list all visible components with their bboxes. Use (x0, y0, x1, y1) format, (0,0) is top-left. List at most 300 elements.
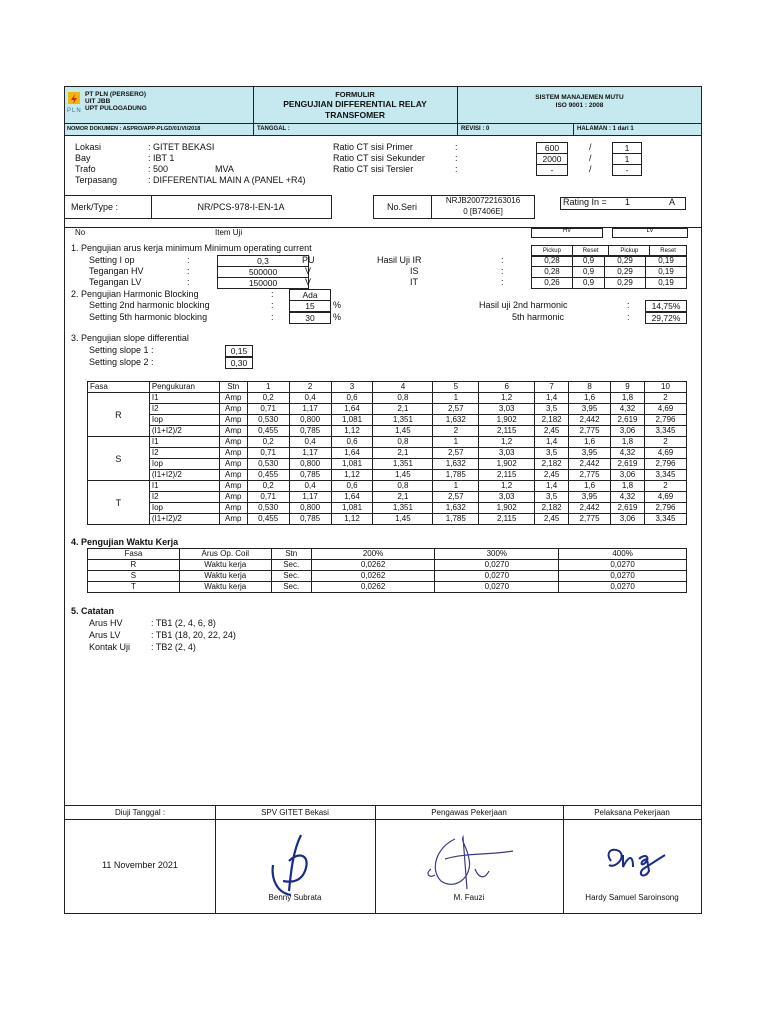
ct-ratio-tertiary-a: - (536, 164, 568, 176)
table-cell: Waktu kerja (179, 571, 271, 582)
ir-results-table (531, 255, 687, 289)
table-cell: 1,632 (433, 415, 479, 426)
lv-voltage-unit: V (305, 277, 312, 287)
result-it-label: IT (410, 277, 418, 287)
note-lv-current-label: Arus LV (89, 630, 121, 640)
table-cell: 1,4 (535, 481, 569, 492)
table-cell: 1,351 (373, 503, 433, 514)
merk-type-label: Merk/Type : (71, 202, 119, 212)
iso-standard: ISO 9001 : 2008 (555, 102, 604, 109)
table-cell: 3,03 (479, 448, 535, 459)
result-2nd-harmonic-value: 14,75% (645, 300, 687, 312)
column-header: 5 (433, 382, 479, 393)
ct-ratio-tertiary-b: - (612, 164, 642, 176)
table-cell: (I1+I2)/2 (149, 470, 219, 481)
table-cell: Sec. (271, 571, 311, 582)
slope-2-label: Setting slope 2 : (89, 357, 154, 367)
trafo-label: Trafo (75, 164, 96, 174)
table-cell: 0,71 (247, 404, 289, 415)
table-cell: Amp (219, 514, 247, 525)
table-cell: 4,32 (611, 492, 645, 503)
ct-ratio-colon: : (455, 164, 458, 174)
table-cell: 0,6 (331, 437, 373, 448)
table-cell: 4,32 (611, 404, 645, 415)
table-cell: I1 (149, 481, 219, 492)
table-cell: 1,351 (373, 415, 433, 426)
table-cell: 0,2 (247, 437, 289, 448)
serial-value: NRJB200722163016 (445, 196, 521, 205)
table-row (88, 470, 687, 481)
table-cell: 3,5 (535, 404, 569, 415)
spv-name: Benny Subrata (268, 893, 322, 902)
table-cell: 2,1 (373, 492, 433, 503)
table-cell: 1,8 (611, 393, 645, 404)
table-cell: 1,2 (479, 481, 535, 492)
location-label: Lokasi (75, 142, 102, 152)
table-cell: 0,19 (646, 278, 687, 289)
setting-iop-label: Setting I op (89, 255, 135, 265)
column-header: 8 (569, 382, 611, 393)
column-header: 4 (373, 382, 433, 393)
table-cell: 1,45 (373, 470, 433, 481)
section-4-title: 4. Pengujian Waktu Kerja (71, 537, 179, 547)
col-pickup-lv: Pickup (609, 246, 650, 257)
colon: : (187, 277, 190, 287)
table-row (88, 437, 687, 448)
executor-header: Pelaksana Pekerjaan (594, 808, 670, 817)
table-cell: 2,115 (479, 514, 535, 525)
rating-value: 1 (625, 197, 631, 207)
table-cell: Amp (219, 404, 247, 415)
table-cell: 0,0262 (311, 560, 435, 571)
table-cell: 1,785 (433, 514, 479, 525)
ct-ratio-colon: : (455, 153, 458, 163)
revision-number: REVISI : 0 (461, 126, 490, 132)
note-test-contact-label: Kontak Uji (89, 642, 131, 652)
table-cell: 3,95 (569, 404, 611, 415)
table-cell: 0,530 (247, 415, 289, 426)
pln-logo (68, 92, 80, 104)
table-cell: 0,0270 (559, 582, 687, 593)
hv-header: HV (562, 228, 572, 234)
table-cell: 0,29 (605, 278, 646, 289)
table-cell: 2 (433, 426, 479, 437)
table-cell: 3,5 (535, 492, 569, 503)
table-cell: 1,2 (479, 393, 535, 404)
header-divider (253, 124, 254, 135)
section-1-title: 1. Pengujian arus kerja minimum Minimum operating current (71, 243, 312, 253)
column-header: 400% (559, 549, 687, 560)
setting-2nd-harmonic-label: Setting 2nd harmonic blocking (89, 300, 210, 310)
table-header-row (88, 382, 687, 393)
table-cell: I1 (149, 393, 219, 404)
table-cell: 4,69 (644, 448, 686, 459)
column-header: 6 (479, 382, 535, 393)
table-cell: 1 (433, 393, 479, 404)
table-cell: 0,9 (572, 256, 604, 267)
table-cell: 2,182 (535, 503, 569, 514)
executor-name: Hardy Samuel Saroinsong (585, 893, 679, 902)
table-cell: 1,2 (479, 437, 535, 448)
column-header: Fasa (88, 549, 180, 560)
colon: : (271, 300, 274, 310)
table-row (532, 256, 687, 267)
table-cell: 3,06 (611, 514, 645, 525)
table-cell: 0,530 (247, 459, 289, 470)
table-cell: 1,902 (479, 415, 535, 426)
table-cell: 1,6 (569, 437, 611, 448)
table-cell: 0,6 (331, 393, 373, 404)
spv-header: SPV GITET Bekasi (261, 808, 329, 817)
document-number: NOMOR DOKUMEN : ASPRO/APP-PLGD/01/VI/2018 (67, 126, 201, 132)
table-cell: Amp (219, 415, 247, 426)
table-cell: 2,775 (569, 426, 611, 437)
table-cell: 0,800 (289, 415, 331, 426)
hv-voltage-value: 500000 (217, 266, 309, 278)
colon: : (271, 312, 274, 322)
table-cell: 0,4 (289, 393, 331, 404)
table-cell: 2,45 (535, 514, 569, 525)
table-cell: 0,6 (331, 481, 373, 492)
result-5th-harmonic-value: 29,72% (645, 312, 687, 324)
table-cell: Iop (149, 459, 219, 470)
table-cell: 2,796 (644, 459, 686, 470)
table-cell: 0,19 (646, 256, 687, 267)
table-cell: 1,17 (289, 404, 331, 415)
table-cell: 2,442 (569, 503, 611, 514)
slope-1-value: 0,15 (225, 345, 253, 357)
table-row (88, 560, 687, 571)
table-row (88, 571, 687, 582)
table-row (88, 514, 687, 525)
table-cell: 3,345 (644, 514, 686, 525)
table-cell: 3,06 (611, 470, 645, 481)
table-cell: 1,17 (289, 448, 331, 459)
supervisor-header: Pengawas Pekerjaan (431, 808, 507, 817)
merk-type-value: NR/PCS-978-I-EN-1A (197, 202, 285, 212)
table-cell: 2 (644, 437, 686, 448)
result-2nd-harmonic-label: Hasil uji 2nd harmonic (479, 300, 568, 310)
table-cell: 0,455 (247, 470, 289, 481)
colon: : (627, 312, 630, 322)
table-cell: 2,442 (569, 415, 611, 426)
table-cell: 4,32 (611, 448, 645, 459)
table-cell: 2,115 (479, 426, 535, 437)
note-test-contact-value: : TB2 (2, 4) (151, 642, 196, 652)
table-cell: 1,632 (433, 503, 479, 514)
note-lv-current-value: : TB1 (18, 20, 22, 24) (151, 630, 236, 640)
table-cell: 1,6 (569, 393, 611, 404)
column-header: 9 (611, 382, 645, 393)
form-title-line-1: FORMULIR (335, 90, 375, 99)
table-cell: 1,12 (331, 426, 373, 437)
percent-unit: % (333, 312, 342, 322)
table-cell: 2,796 (644, 503, 686, 514)
lv-voltage-label: Tegangan LV (89, 277, 142, 287)
colon: : (271, 289, 274, 299)
signature-executor (599, 841, 679, 881)
table-cell: 1,12 (331, 514, 373, 525)
table-cell: 3,03 (479, 404, 535, 415)
page-number: HALAMAN : 1 dari 1 (577, 126, 634, 132)
table-cell: 0,28 (532, 267, 573, 278)
table-cell: S (88, 571, 180, 582)
table-cell: 1,081 (331, 415, 373, 426)
table-cell: 3,95 (569, 492, 611, 503)
table-cell: 0,785 (289, 470, 331, 481)
table-cell: Amp (219, 503, 247, 514)
header-divider (573, 124, 574, 135)
table-cell: Amp (219, 448, 247, 459)
colon: : (501, 266, 504, 276)
location-value: : GITET BEKASI (148, 142, 215, 152)
table-cell: 0,455 (247, 514, 289, 525)
table-cell: 0,28 (532, 256, 573, 267)
table-cell: 0,0262 (311, 582, 435, 593)
col-reset-hv: Reset (572, 246, 609, 257)
table-cell: 0,26 (532, 278, 573, 289)
table-cell: 1,64 (331, 404, 373, 415)
ct-ratio-primary-b: 1 (612, 142, 642, 154)
table-cell: 1,45 (373, 514, 433, 525)
table-cell: 0,2 (247, 481, 289, 492)
table-cell: 0,800 (289, 503, 331, 514)
hv-voltage-label: Tegangan HV (89, 266, 144, 276)
form-title-line-3: TRANSFOMER (325, 110, 385, 120)
serial-label: No.Seri (387, 202, 418, 212)
col-pickup-hv: Pickup (532, 246, 573, 257)
table-cell: 1,902 (479, 503, 535, 514)
table-cell: 2,182 (535, 459, 569, 470)
table-cell: 2,57 (433, 404, 479, 415)
table-cell: 1,64 (331, 492, 373, 503)
table-cell: 2,1 (373, 404, 433, 415)
item-column-header: Item Uji (215, 228, 243, 237)
table-cell: 1 (433, 481, 479, 492)
table-cell: 1,45 (373, 426, 433, 437)
table-cell: 0,4 (289, 481, 331, 492)
table-cell: 3,345 (644, 426, 686, 437)
slope-measurement-table (87, 381, 687, 525)
table-cell: 0,455 (247, 426, 289, 437)
table-row (532, 267, 687, 278)
table-cell: 0,71 (247, 448, 289, 459)
table-cell: 1,64 (331, 448, 373, 459)
section-5-title: 5. Catatan (71, 606, 115, 616)
phase-label: T (88, 481, 150, 525)
column-header: Arus Op. Coil (179, 549, 271, 560)
rating-unit: A (669, 197, 676, 207)
ct-ratio-primary-a: 600 (536, 142, 568, 154)
table-cell: 0,2 (247, 393, 289, 404)
section-3-title: 3. Pengujian slope differential (71, 333, 189, 343)
harmonic-blocking-value: Ada (289, 289, 331, 301)
bay-value: : IBT 1 (148, 153, 175, 163)
table-cell: 4,69 (644, 404, 686, 415)
column-header: Pengukuran (149, 382, 219, 393)
supervisor-name: M. Fauzi (453, 893, 485, 902)
table-cell: 0,0270 (435, 582, 559, 593)
table-cell: I2 (149, 492, 219, 503)
table-cell: 2,45 (535, 470, 569, 481)
table-cell: 0,71 (247, 492, 289, 503)
ct-ratio-secondary-b: 1 (612, 153, 642, 165)
table-cell: Amp (219, 426, 247, 437)
table-cell: 0,8 (373, 393, 433, 404)
merk-type-divider (151, 195, 152, 219)
trafo-unit: MVA (215, 164, 234, 174)
table-cell: Iop (149, 503, 219, 514)
setting-iop-unit: PU (302, 255, 315, 265)
column-header: Stn (219, 382, 247, 393)
serial-value-suffix: 0 [B7406E] (463, 207, 503, 216)
setting-iop-value: 0,3 (217, 255, 309, 267)
table-cell: 2,619 (611, 459, 645, 470)
table-row (88, 492, 687, 503)
table-cell: 2,57 (433, 448, 479, 459)
test-date-header: Diuji Tanggal : (114, 808, 166, 817)
table-cell: T (88, 582, 180, 593)
setting-5th-harmonic-label: Setting 5th harmonic blocking (89, 312, 208, 322)
result-ir-label: Hasil Uji IR (377, 255, 422, 265)
table-cell: R (88, 560, 180, 571)
table-row (88, 404, 687, 415)
table-cell: 0,8 (373, 481, 433, 492)
table-cell: 1,785 (433, 470, 479, 481)
section-top-rule (65, 227, 701, 228)
table-row (88, 393, 687, 404)
column-header: 200% (311, 549, 435, 560)
signature-supervisor (415, 829, 525, 899)
table-cell: 2,45 (535, 426, 569, 437)
company-subunit: UPT PULOGADUNG (85, 105, 147, 112)
table-cell: 1,351 (373, 459, 433, 470)
table-cell: 0,8 (373, 437, 433, 448)
hv-voltage-unit: V (305, 266, 312, 276)
table-cell: 1,8 (611, 481, 645, 492)
table-cell: Waktu kerja (179, 582, 271, 593)
table-row (88, 481, 687, 492)
table-cell: 3,345 (644, 470, 686, 481)
table-cell: 3,03 (479, 492, 535, 503)
table-cell: 2,619 (611, 415, 645, 426)
installed-value: : DIFFERENTIAL MAIN A (PANEL +R4) (148, 175, 306, 185)
table-header-row (88, 549, 687, 560)
table-cell: 0,9 (572, 267, 604, 278)
section-2-title: 2. Pengujian Harmonic Blocking (71, 289, 199, 299)
table-cell: I2 (149, 404, 219, 415)
table-cell: 2 (644, 393, 686, 404)
ct-ratio-sep: / (589, 142, 592, 152)
footer-header-rule (65, 819, 701, 820)
note-hv-current-value: : TB1 (2, 4, 6, 8) (151, 618, 216, 628)
column-header: 300% (435, 549, 559, 560)
percent-unit: % (333, 300, 342, 310)
table-cell: 0,530 (247, 503, 289, 514)
table-cell: 0,29 (605, 267, 646, 278)
table-cell: 0,4 (289, 437, 331, 448)
column-header: 1 (247, 382, 289, 393)
ct-ratio-tertiary-label: Ratio CT sisi Tersier (333, 164, 414, 174)
slope-2-value: 0,30 (225, 357, 253, 369)
table-cell: 1,632 (433, 459, 479, 470)
lv-header: LV (646, 228, 654, 234)
column-header: 7 (535, 382, 569, 393)
table-cell: 0,29 (605, 256, 646, 267)
colon: : (501, 277, 504, 287)
table-cell: 0,19 (646, 267, 687, 278)
no-column-header: No (75, 228, 86, 237)
company-name: PT PLN (PERSERO) (85, 91, 147, 98)
table-cell: Sec. (271, 560, 311, 571)
header-divider (457, 124, 458, 135)
table-cell: Amp (219, 459, 247, 470)
table-cell: 0,0270 (559, 560, 687, 571)
table-row (88, 426, 687, 437)
signature-spv (253, 831, 333, 901)
form-title-line-2: PENGUJIAN DIFFERENTIAL RELAY (283, 99, 427, 109)
colon: : (187, 266, 190, 276)
footer-top-rule (65, 805, 701, 806)
table-cell: 3,06 (611, 426, 645, 437)
table-cell: 0,9 (572, 278, 604, 289)
operating-time-table (87, 548, 687, 593)
table-cell: Amp (219, 437, 247, 448)
table-cell: 2,182 (535, 415, 569, 426)
table-row (88, 582, 687, 593)
column-header: 10 (644, 382, 686, 393)
table-cell: 2,775 (569, 470, 611, 481)
table-row (532, 278, 687, 289)
table-cell: Amp (219, 393, 247, 404)
setting-2nd-harmonic-value: 15 (289, 300, 331, 312)
company-unit: UIT JBB (85, 98, 111, 105)
ct-ratio-secondary-label: Ratio CT sisi Sekunder (333, 153, 425, 163)
table-row (88, 448, 687, 459)
setting-5th-harmonic-value: 30 (289, 312, 331, 324)
table-cell: 2,1 (373, 448, 433, 459)
table-cell: Amp (219, 470, 247, 481)
column-header: 3 (331, 382, 373, 393)
table-cell: 3,5 (535, 448, 569, 459)
table-cell: 0,800 (289, 459, 331, 470)
ct-ratio-primary-label: Ratio CT sisi Primer (333, 142, 413, 152)
quality-system: SISTEM MANAJEMEN MUTU (535, 94, 624, 101)
colon: : (501, 255, 504, 265)
table-cell: 2,442 (569, 459, 611, 470)
column-header: 2 (289, 382, 331, 393)
phase-label: S (88, 437, 150, 481)
table-cell: (I1+I2)/2 (149, 514, 219, 525)
table-cell: 1,12 (331, 470, 373, 481)
table-cell: 1,8 (611, 437, 645, 448)
table-cell: 1,902 (479, 459, 535, 470)
ct-ratio-secondary-a: 2000 (536, 153, 568, 165)
table-cell: 1,17 (289, 492, 331, 503)
table-cell: Amp (219, 481, 247, 492)
table-cell: 2,115 (479, 470, 535, 481)
ct-ratio-sep: / (589, 153, 592, 163)
table-cell: 0,785 (289, 426, 331, 437)
test-form-sheet (64, 86, 702, 914)
table-cell: 1 (433, 437, 479, 448)
table-cell: 1,4 (535, 393, 569, 404)
rating-label: Rating In = (563, 197, 607, 207)
trafo-value: : 500 (148, 164, 169, 174)
table-cell: 2,796 (644, 415, 686, 426)
table-cell: I1 (149, 437, 219, 448)
table-cell: I2 (149, 448, 219, 459)
